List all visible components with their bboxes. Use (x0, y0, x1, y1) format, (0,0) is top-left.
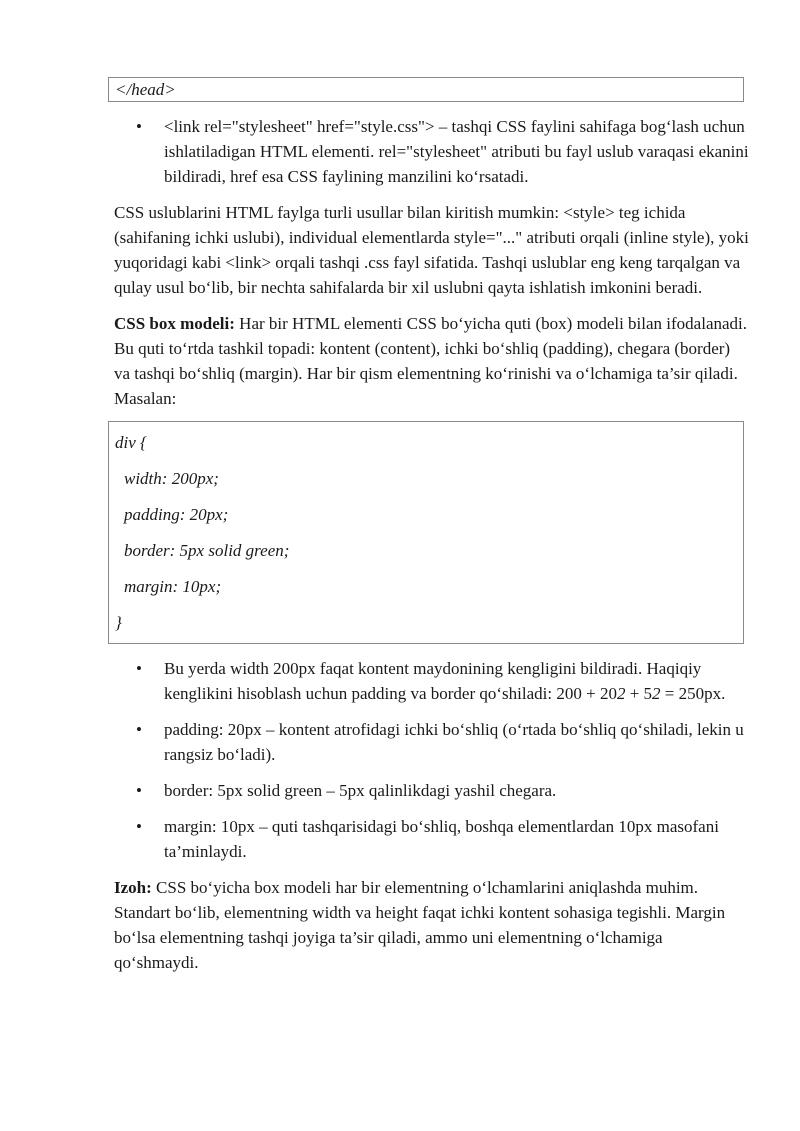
list-item: • <link rel="stylesheet" href="style.css"> – tashqi CSS faylini sahifaga bog‘lash uchun ishlatiladigan HTML elementi. rel="stylesheet" atributi bu fayl uslub varaqasi ekanini bildiradi, href esa CSS faylining manzilini ko‘rsatadi. (114, 114, 750, 189)
note-text: CSS bo‘yicha box modeli har bir elementning o‘lchamlarini aniqlashda muhim. Standart bo‘lib, elementning width va height faqat ichki kontent sohasiga tegishli. Margin bo‘lsa elementning tashqi joyiga ta’sir qiladi, ammo uni elementning o‘lchamiga qo‘shmaydi. (114, 878, 726, 972)
paragraph-css-usage: CSS uslublarini HTML faylga turli usullar bilan kiritish mumkin: <style> teg ichida (sahifaning ichki uslubi), individual elementlarda style="..." atributi orqali (inline style), yoki yuqoridagi kabi <link> orqali tashqi .css fayl sifatida. Tashqi uslublar eng keng tarqalgan va qulay usul bo‘lib, bir nechta sahifalarda bir xil uslubni qayta ishlatish imkonini beradi. (114, 203, 749, 297)
code-block-head (108, 77, 744, 102)
code-line: padding: 20px; (124, 505, 229, 524)
bullet-list-box-model (114, 656, 750, 864)
list-item (114, 656, 750, 706)
code-line: </head> (115, 80, 176, 99)
math-italic: 2 (652, 684, 661, 703)
math-text: + 5 (625, 684, 653, 703)
math-italic: 2 (616, 684, 626, 703)
box-model-heading: CSS box modeli: (114, 314, 235, 333)
document-page (114, 77, 750, 986)
code-line: margin: 10px; (124, 577, 222, 596)
list-item-text: Bu yerda width 200px faqat kontent maydonining kengligini bildiradi. Haqiqiy kenglikini hisoblash uchun padding va border qo‘shiladi: 200 + 20 (164, 659, 702, 703)
math-text: = 250px. (660, 684, 726, 703)
code-line: } (115, 613, 122, 632)
code-block-div (108, 421, 744, 644)
note-heading: Izoh: (114, 878, 152, 897)
list-item: • padding: 20px – kontent atrofidagi ichki bo‘shliq (o‘rtada bo‘shliq qo‘shiladi, lekin u rangsiz bo‘ladi). (114, 717, 750, 767)
list-item: • margin: 10px – quti tashqarisidagi bo‘shliq, boshqa elementlardan 10px masofani ta’minlaydi. (114, 814, 750, 864)
code-line: width: 200px; (124, 469, 219, 488)
code-line: div { (115, 433, 147, 452)
paragraph-note (114, 875, 750, 975)
paragraph-box-model (114, 311, 750, 411)
box-model-text: Har bir HTML elementi CSS bo‘yicha quti (box) modeli bilan ifodalanadi. Bu quti to‘rtda tashkil topadi: kontent (content), ichki bo‘shliq (padding), chegara (border) va tashqi bo‘shliq (margin). Har bir qism elementning ko‘rinishi va o‘lchamiga ta’sir qiladi. Masalan: (114, 314, 748, 408)
bullet-list-link (114, 114, 750, 189)
code-line: border: 5px solid green; (124, 541, 290, 560)
list-item: • border: 5px solid green – 5px qalinlikdagi yashil chegara. (114, 778, 750, 803)
